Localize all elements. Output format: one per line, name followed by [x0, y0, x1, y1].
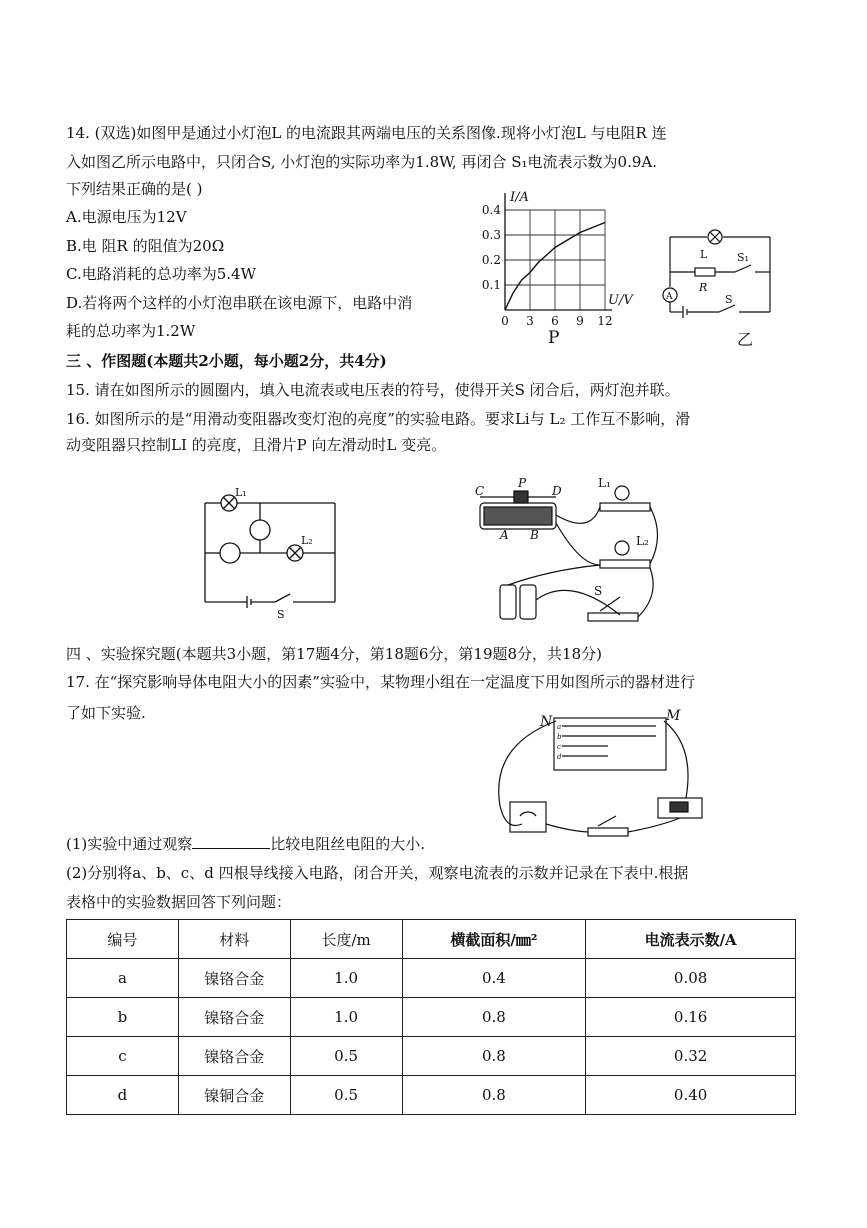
table-cell: 镍铬合金: [178, 1037, 290, 1076]
wire-a-label: a: [557, 723, 562, 731]
bulb-l2: [615, 541, 629, 555]
table-cell: 0.5: [290, 1037, 402, 1076]
table-cell: 0.4: [402, 959, 586, 998]
meter-circle-lower: [220, 543, 240, 563]
switch-s1-label: S₁: [737, 251, 749, 264]
q14-option-a: A.电源电压为12V: [66, 208, 187, 226]
answer-blank[interactable]: [192, 834, 270, 849]
table-cell: 0.8: [402, 1037, 586, 1076]
section-4-heading: 四 、实验探究题(本题共3小题，第17题4分，第18题6分，第19题8分，共18分): [66, 645, 602, 663]
rheostat-p-label: P: [518, 476, 527, 490]
switch-q15-label: S: [277, 608, 285, 621]
rheostat-d-label: D: [552, 484, 562, 498]
terminal-n-label: N: [540, 714, 553, 730]
battery-cell-1: [500, 585, 516, 619]
header-length: 长度/m: [290, 920, 402, 959]
q14-option-b: B.电 阻R 的阻值为20Ω: [66, 237, 225, 255]
wire-d-label: d: [557, 753, 562, 761]
y-tick-label: 0.2: [481, 253, 501, 267]
rheostat-c-label: C: [475, 484, 485, 498]
rheostat-a-label: A: [500, 528, 509, 542]
table-header-row: [67, 920, 796, 959]
physical-l2-label: L₂: [636, 534, 649, 548]
battery-cell-2: [520, 585, 536, 619]
q17-sub-1: [66, 833, 425, 855]
wire-b-label: b: [557, 733, 562, 741]
switch-q15-symbol: [275, 594, 290, 602]
table-cell: 0.16: [586, 998, 796, 1037]
q14-option-d-line-2: 耗的总功率为1.2W: [66, 322, 196, 340]
q17-sub-2-line-2: 表格中的实验数据回答下列问题：: [66, 893, 292, 911]
table-row: [67, 959, 796, 998]
q16-line-2: 动变阻器只控制LI 的亮度，且滑片P 向左滑动时L 变亮。: [66, 436, 447, 454]
table-cell: 镍铬合金: [178, 959, 290, 998]
switch-s-symbol: [719, 305, 735, 312]
physical-circuit-q16: [470, 475, 670, 630]
lamp-l-label: L: [700, 248, 708, 261]
table-cell: 镍铬合金: [178, 998, 290, 1037]
table-cell: b: [67, 998, 179, 1037]
data-table: [66, 919, 796, 1115]
q14-line-1: 14. (双选)如图甲是通过小灯泡L 的电流跟其两端电压的关系图像.现将小灯泡L 与电阻R 连: [66, 124, 667, 142]
q14-line-2: 入如图乙所示电路中，只闭合S, 小灯泡的实际功率为1.8W, 再闭合 S₁电流表示数为0.9A.: [66, 153, 657, 171]
graph-figure-label: P: [548, 328, 560, 348]
y-tick-label: 0.4: [481, 203, 501, 217]
q17-line-2: 了如下实验.: [66, 704, 146, 722]
physical-l1-label: L₁: [598, 476, 611, 490]
q14-line-3: 下列结果正确的是( ): [66, 180, 203, 198]
table-cell: 0.5: [290, 1076, 402, 1115]
q14-option-c: C.电路消耗的总功率为5.4W: [66, 265, 256, 283]
circuit-figure-label: 乙: [737, 330, 754, 349]
x-tick-label: 0: [501, 314, 509, 328]
q17-sub-1-prefix: (1)实验中通过观察: [66, 835, 193, 853]
header-area: 横截面积/㎜²: [402, 920, 586, 959]
ammeter-label: A: [666, 292, 673, 302]
resistor-r-label: R: [699, 281, 708, 294]
circuit-q15: [195, 478, 345, 623]
bulb-l1: [615, 486, 629, 500]
q16-line-1: 16. 如图所示的是“用滑动变阻器改变灯泡的亮度”的实验电路。要求Li与 L₂ 工作互不影响，滑: [66, 410, 691, 428]
table-cell: 0.40: [586, 1076, 796, 1115]
x-tick-label: 9: [576, 314, 584, 328]
y-tick-label: 0.3: [481, 228, 501, 242]
table-cell: a: [67, 959, 179, 998]
ammeter-device: [510, 802, 546, 832]
table-cell: 0.8: [402, 998, 586, 1037]
table-cell: 0.8: [402, 1076, 586, 1115]
q17-sub-2-line-1: (2)分别将a、b、c、d 四根导线接入电路，闭合开关，观察电流表的示数并记录在下表中.根据: [66, 864, 689, 882]
table-cell: c: [67, 1037, 179, 1076]
graph-ticks: [482, 203, 613, 328]
wire-c-label: c: [557, 743, 561, 751]
iu-graph: [470, 185, 633, 350]
graph-grid: [505, 210, 605, 310]
lamp-l1-label: L₁: [235, 486, 247, 499]
circuit-yi: [655, 225, 780, 350]
y-tick-label: 0.1: [481, 278, 501, 292]
switch-base: [588, 613, 638, 621]
graph-x-label: U/V: [608, 293, 633, 308]
q15-text: 15. 请在如图所示的圆圈内，填入电流表或电压表的符号，使得开关S 闭合后，两灯泡并联。: [66, 381, 680, 399]
resistor-r-symbol: [695, 268, 715, 276]
section-3-heading: 三 、作图题(本题共2小题，每小题2分，共4分): [66, 352, 387, 370]
header-id: 编号: [67, 920, 179, 959]
lamp-base-l2: [600, 560, 650, 568]
header-current: 电流表示数/A: [586, 920, 796, 959]
x-tick-label: 12: [597, 314, 613, 328]
table-cell: 1.0: [290, 998, 402, 1037]
lamp-l2-label: L₂: [301, 534, 313, 547]
table-cell: d: [67, 1076, 179, 1115]
table-cell: 0.32: [586, 1037, 796, 1076]
table-cell: 1.0: [290, 959, 402, 998]
header-material: 材料: [178, 920, 290, 959]
graph-y-label: I/A: [510, 190, 529, 205]
switch-device: [588, 828, 628, 836]
q14-option-d-line-1: D.若将两个这样的小灯泡串联在该电源下，电路中消: [66, 294, 413, 312]
meter-circle-upper: [250, 520, 270, 540]
terminal-m-label: M: [666, 708, 681, 724]
table-row: [67, 1037, 796, 1076]
physical-switch-label: S: [594, 584, 603, 598]
switch-s-label: S: [725, 293, 733, 306]
table-cell: 0.08: [586, 959, 796, 998]
resistance-apparatus: [490, 706, 720, 851]
table-row: [67, 998, 796, 1037]
q17-line-1: 17. 在“探究影响导体电阻大小的因素”实验中，某物理小组在一定温度下用如图所示的器材进行: [66, 673, 695, 691]
q17-sub-1-suffix: 比较电阻丝电阻的大小.: [270, 835, 426, 853]
x-tick-label: 3: [526, 314, 534, 328]
switch-s1-symbol: [735, 265, 751, 272]
rheostat-b-label: B: [530, 528, 539, 542]
x-tick-label: 6: [551, 314, 559, 328]
rheostat-slider: [514, 491, 528, 503]
table-cell: 镍铜合金: [178, 1076, 290, 1115]
table-row: [67, 1076, 796, 1115]
lamp-base-l1: [600, 503, 650, 511]
